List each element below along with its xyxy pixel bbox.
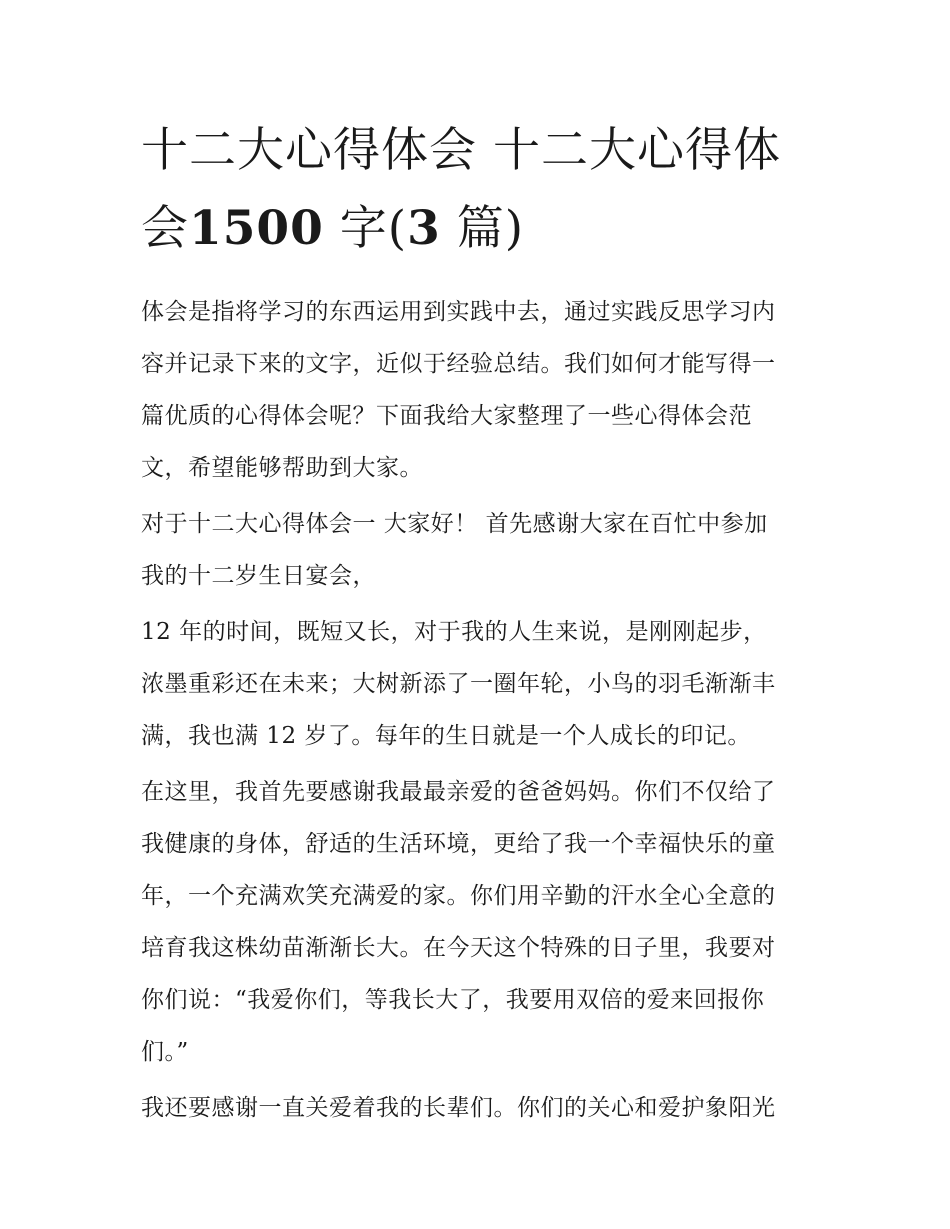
- paragraph-thank-parents: [141, 766, 813, 1078]
- text-line: 年，一个充满欢笑充满爱的家。你们用辛勤的汗水全心全意的: [141, 883, 776, 909]
- text-line: 文，希望能够帮助到大家。: [141, 455, 423, 481]
- text-line: 在这里，我首先要感谢我最最亲爱的爸爸妈妈。你们不仅给了: [141, 779, 776, 805]
- text-line: 培育我这株幼苗渐渐长大。在今天这个特殊的日子里，我要对: [141, 935, 776, 961]
- text-line: 满，我也满 12 岁了。每年的生日就是一个人成长的印记。: [141, 723, 751, 749]
- paragraph-twelve-years: [141, 606, 813, 762]
- text-line: 篇优质的心得体会呢？下面我给大家整理了一些心得体会范: [141, 403, 752, 429]
- paragraph-opening: [141, 498, 813, 602]
- title-text: 字(: [339, 201, 408, 256]
- text-line: 你们说：“我爱你们，等我长大了，我要用双倍的爱来回报你: [141, 987, 765, 1013]
- text-line: 们。”: [141, 1039, 189, 1065]
- title-line-1: 十二大心得体会 十二大心得体: [141, 123, 781, 178]
- text-line: 浓墨重彩还在未来；大树新添了一圈年轮，小鸟的羽毛渐渐丰: [141, 671, 776, 697]
- document-title: [141, 112, 813, 268]
- title-number: 1500: [189, 201, 324, 256]
- text-line: 我还要感谢一直关爱着我的长辈们。你们的关心和爱护象阳光: [141, 1095, 776, 1121]
- title-text: 会: [141, 201, 189, 256]
- title-line-2: [141, 190, 813, 268]
- text-line: 体会是指将学习的东西运用到实践中去，通过实践反思学习内: [141, 299, 776, 325]
- text-line: 我的十二岁生日宴会，: [141, 563, 376, 589]
- text-line: 12 年的时间，既短又长，对于我的人生来说，是刚刚起步，: [141, 619, 767, 645]
- text-line: 对于十二大心得体会一 大家好！ 首先感谢大家在百忙中参加: [141, 511, 768, 537]
- title-number: 3: [407, 201, 441, 256]
- text-line: 我健康的身体，舒适的生活环境，更给了我一个幸福快乐的童: [141, 831, 776, 857]
- title-text: 篇): [456, 201, 525, 256]
- paragraph-thank-elders: [141, 1082, 813, 1134]
- document-page: [141, 112, 813, 1138]
- text-line: 容并记录下来的文字，近似于经验总结。我们如何才能写得一: [141, 351, 776, 377]
- paragraph-intro: [141, 286, 813, 494]
